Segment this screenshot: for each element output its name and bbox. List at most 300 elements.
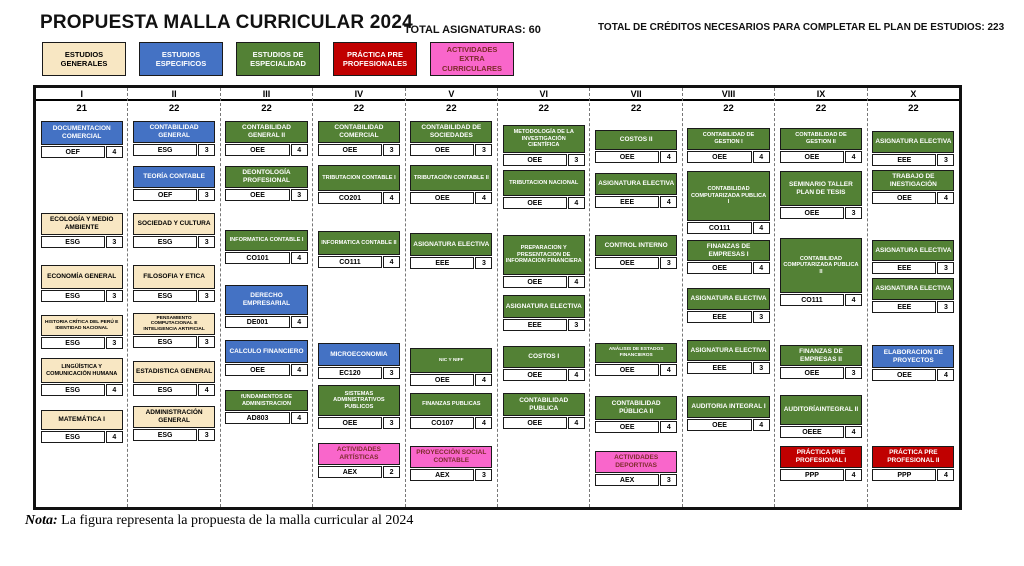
course-credits: 3 — [106, 236, 123, 248]
course-card — [687, 396, 769, 431]
course-code-bar — [687, 151, 769, 163]
course-title: ADMINISTRACIÓN GENERAL — [133, 406, 215, 428]
course-code-bar — [780, 207, 862, 219]
course-card — [687, 128, 769, 163]
course-title: ASIGNATURA ELECTIVA — [872, 278, 954, 300]
course-title: TRIBUTACIÓN CONTABLE II — [410, 165, 492, 191]
course-credits: 3 — [845, 207, 862, 219]
course-credits: 3 — [937, 154, 954, 166]
course-title: ASIGNATURA ELECTIVA — [595, 173, 677, 195]
course-code-bar — [780, 469, 862, 481]
course-credits: 4 — [106, 384, 123, 396]
course-title: SOCIEDAD Y CULTURA — [133, 213, 215, 235]
course-code: ESG — [133, 144, 197, 156]
course-code: ESG — [133, 236, 197, 248]
semester-numeral: II — [128, 88, 219, 101]
course-title: NIC Y NIFF — [410, 348, 492, 373]
course-code-bar — [41, 236, 123, 248]
course-code-bar — [687, 362, 769, 374]
course-code-bar — [872, 154, 954, 166]
course-credits: 4 — [291, 364, 308, 376]
course-card — [41, 358, 123, 396]
course-credits: 4 — [383, 256, 400, 268]
semester-credit-total: 22 — [353, 103, 365, 114]
curriculum-table — [33, 85, 962, 510]
semester-credit-total: 22 — [815, 103, 827, 114]
course-code-bar — [318, 417, 400, 429]
course-credits: 3 — [753, 311, 770, 323]
course-title: MICROECONOMIA — [318, 343, 400, 366]
course-code: OEE — [318, 144, 382, 156]
legend — [42, 42, 514, 76]
course-code-bar — [410, 374, 492, 386]
course-code-bar — [133, 144, 215, 156]
course-code: OEE — [503, 197, 567, 209]
course-title: CONTABILIDAD COMPUTARIZADA PUBLICA I — [687, 171, 769, 221]
course-code-bar — [595, 257, 677, 269]
course-card — [780, 446, 862, 481]
course-card — [41, 265, 123, 302]
course-code: OEE — [780, 207, 844, 219]
course-credits: 3 — [937, 301, 954, 313]
course-card — [872, 131, 954, 166]
course-title: CALCULO FINANCIERO — [225, 340, 307, 363]
course-card — [780, 238, 862, 306]
course-title: CONTROL INTERNO — [595, 235, 677, 256]
course-code: EEE — [410, 257, 474, 269]
semester-column-X — [868, 88, 959, 507]
course-code-bar — [318, 367, 400, 379]
course-card — [318, 165, 400, 204]
course-code-bar — [595, 196, 677, 208]
course-credits: 4 — [106, 146, 123, 158]
course-code-bar — [133, 429, 215, 441]
course-code-bar — [318, 256, 400, 268]
course-code-bar — [318, 192, 400, 204]
course-code: ESG — [41, 384, 105, 396]
semester-column-VI — [498, 88, 590, 507]
course-title: AUDITORÍAINTEGRAL II — [780, 395, 862, 425]
course-title: PENSAMIENTO COMPUTACIONAL E INTELIGENCIA ARTIFICIAL — [133, 313, 215, 335]
semester-credit-total: 22 — [446, 103, 457, 114]
course-title: ASIGNATURA ELECTIVA — [503, 295, 585, 318]
course-code: CO201 — [318, 192, 382, 204]
course-credits: 3 — [198, 336, 215, 348]
course-card — [687, 340, 769, 374]
course-title: DERECHO EMPRESARIAL — [225, 285, 307, 315]
legend-item-practica: PRÁCTICA PRE PROFESIONALES — [333, 42, 417, 76]
course-title: ASIGNATURA ELECTIVA — [687, 288, 769, 310]
course-title: TEORÍA CONTABLE — [133, 166, 215, 188]
total-credits-label: TOTAL DE CRÉDITOS NECESARIOS PARA COMPLETAR EL PLAN DE ESTUDIOS: 223 — [598, 22, 1005, 33]
course-title: COSTOS I — [503, 346, 585, 368]
course-code: ESG — [41, 290, 105, 302]
course-code: OEE — [410, 374, 474, 386]
course-card — [503, 125, 585, 166]
course-code-bar — [41, 337, 123, 349]
course-title: ECOLOGÍA Y MEDIO AMBIENTE — [41, 213, 123, 235]
course-code-bar — [225, 412, 307, 424]
course-code: PPP — [872, 469, 936, 481]
course-credits: 4 — [660, 364, 677, 376]
course-credits: 2 — [383, 466, 400, 478]
course-code: EEE — [872, 301, 936, 313]
course-credits: 4 — [937, 469, 954, 481]
course-title: CONTABILIDAD GENERAL II — [225, 121, 307, 143]
semester-column-II — [128, 88, 220, 507]
course-credits: 3 — [383, 417, 400, 429]
course-card — [318, 443, 400, 478]
course-title: ACTIVIDADES DEPORTIVAS — [595, 451, 677, 473]
semester-column-III — [221, 88, 313, 507]
course-credits: 4 — [660, 151, 677, 163]
course-code-bar — [41, 146, 123, 158]
course-card — [410, 165, 492, 204]
note-label: Nota: — [25, 513, 58, 528]
course-card — [872, 278, 954, 313]
course-card — [41, 121, 123, 158]
course-code: AEX — [595, 474, 659, 486]
course-credits: 4 — [291, 316, 308, 328]
legend-item-especialidad: ESTUDIOS DE ESPECIALIDAD — [236, 42, 320, 76]
legend-item-especifico: ESTUDIOS ESPECIFICOS — [139, 42, 223, 76]
course-title: CONTABILIDAD PÚBLICA II — [595, 396, 677, 420]
semester-numeral: IV — [313, 88, 404, 101]
course-title: CONTABILIDAD PUBLICA — [503, 393, 585, 416]
semester-column-IX — [775, 88, 867, 507]
course-card — [41, 315, 123, 349]
course-code: OEE — [503, 417, 567, 429]
course-card — [595, 451, 677, 486]
course-credits: 3 — [475, 144, 492, 156]
course-credits: 4 — [568, 417, 585, 429]
course-card — [872, 345, 954, 381]
course-code: OEE — [225, 364, 289, 376]
course-credits: 4 — [198, 384, 215, 396]
course-title: SEMINARIO TALLER PLAN DE TESIS — [780, 171, 862, 206]
course-title: CONTABILIDAD DE GESTION I — [687, 128, 769, 150]
course-title: ASIGNATURA ELECTIVA — [687, 340, 769, 361]
course-title: SISTEMAS ADMINISTRATIVOS PUBLICOS — [318, 385, 400, 416]
course-code-bar — [225, 144, 307, 156]
course-code-bar — [687, 262, 769, 274]
course-code-bar — [318, 144, 400, 156]
semester-credit-total: 22 — [261, 103, 272, 114]
course-title: PRÁCTICA PRE PROFESIONAL I — [780, 446, 862, 468]
course-card — [133, 166, 215, 201]
semester-column-IV — [313, 88, 405, 507]
course-code-bar — [503, 369, 585, 381]
course-code: OEE — [872, 369, 936, 381]
legend-item-extra: ACTIVIDADES EXTRA CURRICULARES — [430, 42, 514, 76]
course-card — [133, 313, 215, 348]
course-credits: 3 — [198, 236, 215, 248]
course-title: FINANZAS DE EMPRESAS I — [687, 240, 769, 261]
course-code-bar — [503, 197, 585, 209]
total-courses-label: TOTAL ASIGNATURAS: 60 — [404, 24, 541, 36]
course-code-bar — [133, 336, 215, 348]
course-card — [318, 343, 400, 379]
semester-credit-total: 22 — [168, 103, 180, 114]
course-code-bar — [595, 151, 677, 163]
semester-column-VIII — [683, 88, 775, 507]
course-card — [410, 393, 492, 429]
course-credits: 4 — [660, 196, 677, 208]
course-card — [595, 396, 677, 433]
course-title: ANÁLISIS DE ESTADOS FINANCIEROS — [595, 343, 677, 363]
course-credits: 3 — [753, 362, 770, 374]
course-card — [595, 343, 677, 376]
course-title: CONTABILIDAD DE GESTION II — [780, 128, 862, 150]
course-card — [503, 346, 585, 381]
course-title: CONTABILIDAD COMPUTARIZADA PUBLICA II — [780, 238, 862, 293]
course-card — [133, 213, 215, 248]
course-code-bar — [780, 151, 862, 163]
course-title: AUDITORIA INTEGRAL I — [687, 396, 769, 418]
course-code: ESG — [133, 384, 197, 396]
course-card — [780, 395, 862, 438]
course-title: LINGÜÍSTICA Y COMUNICACIÓN HUMANA — [41, 358, 123, 383]
course-code-bar — [225, 189, 307, 201]
course-card — [595, 235, 677, 269]
course-code-bar — [780, 367, 862, 379]
course-code-bar — [595, 421, 677, 433]
course-code: EEE — [872, 154, 936, 166]
course-code: OEE — [595, 421, 659, 433]
course-credits: 4 — [753, 419, 770, 431]
course-code: EEE — [687, 362, 751, 374]
course-code: ESG — [41, 236, 105, 248]
course-code: ESG — [41, 431, 105, 443]
course-title: INFORMATICA CONTABLE I — [225, 230, 307, 251]
course-code-bar — [410, 417, 492, 429]
course-code: ESG — [41, 337, 105, 349]
course-code-bar — [41, 431, 123, 443]
course-title: METODOLOGÍA DE LA INVESTIGACIÓN CIENTÍFICA — [503, 125, 585, 153]
course-credits: 4 — [291, 144, 308, 156]
course-credits: 3 — [198, 429, 215, 441]
course-credits: 4 — [383, 192, 400, 204]
course-code: AEX — [318, 466, 382, 478]
course-card — [133, 121, 215, 156]
course-credits: 3 — [291, 189, 308, 201]
course-card — [780, 171, 862, 219]
course-card — [225, 166, 307, 201]
course-code-bar — [41, 384, 123, 396]
course-code-bar — [780, 294, 862, 306]
semester-credit-total: 22 — [538, 103, 550, 114]
course-title: DEONTOLOGÍA PROFESIONAL — [225, 166, 307, 188]
course-credits: 3 — [475, 469, 492, 481]
course-card — [318, 385, 400, 429]
semester-numeral: VII — [590, 88, 681, 101]
course-code-bar — [133, 384, 215, 396]
course-code-bar — [872, 301, 954, 313]
course-title: TRIBUTACION NACIONAL — [503, 170, 585, 196]
course-credits: 4 — [291, 252, 308, 264]
course-code: CO101 — [225, 252, 289, 264]
course-code: OEE — [503, 369, 567, 381]
course-credits: 3 — [383, 144, 400, 156]
course-title: TRIBUTACION CONTABLE I — [318, 165, 400, 191]
course-code: AEX — [410, 469, 474, 481]
course-title: fUNDAMENTOS DE ADMINISTRACION — [225, 390, 307, 411]
course-code: EEE — [595, 196, 659, 208]
semester-credit-total: 22 — [630, 103, 642, 114]
course-code: OEE — [595, 364, 659, 376]
course-code-bar — [595, 474, 677, 486]
course-title: ECONOMÍA GENERAL — [41, 265, 123, 289]
course-credits: 4 — [475, 417, 492, 429]
course-title: DOCUMENTACION COMERCIAL — [41, 121, 123, 145]
course-credits: 4 — [937, 369, 954, 381]
course-credits: 3 — [198, 189, 215, 201]
legend-item-general: ESTUDIOS GENERALES — [42, 42, 126, 76]
course-code-bar — [41, 290, 123, 302]
course-credits: 3 — [106, 290, 123, 302]
course-code-bar — [503, 319, 585, 331]
course-credits: 3 — [568, 319, 585, 331]
course-credits: 4 — [568, 276, 585, 288]
course-code-bar — [225, 316, 307, 328]
course-code-bar — [133, 189, 215, 201]
note — [25, 513, 413, 529]
course-card — [503, 295, 585, 331]
semester-numeral: VI — [498, 88, 589, 101]
course-title: CONTABILIDAD COMERCIAL — [318, 121, 400, 143]
course-card — [503, 170, 585, 209]
course-code: OEF — [41, 146, 105, 158]
course-code: OEF — [133, 189, 197, 201]
course-title: PREPARACION Y PRESENTACION DE INFORMACION FINANCIERA — [503, 235, 585, 275]
semester-column-VII — [590, 88, 682, 507]
semester-credit-total: 22 — [908, 103, 919, 114]
course-card — [133, 406, 215, 441]
course-credits: 3 — [660, 474, 677, 486]
course-credits: 3 — [198, 144, 215, 156]
course-code: OEEE — [780, 426, 844, 438]
course-code-bar — [225, 252, 307, 264]
course-code: CO111 — [780, 294, 844, 306]
course-card — [318, 231, 400, 268]
course-title: PROYECCIÓN SOCIAL CONTABLE — [410, 446, 492, 468]
course-code-bar — [687, 311, 769, 323]
course-code-bar — [133, 290, 215, 302]
course-code: EEE — [503, 319, 567, 331]
course-credits: 4 — [753, 262, 770, 274]
course-title: FINANZAS DE EMPRESAS II — [780, 345, 862, 366]
course-card — [872, 170, 954, 204]
course-credits: 3 — [106, 337, 123, 349]
course-card — [687, 240, 769, 274]
course-credits: 4 — [660, 421, 677, 433]
course-credits: 4 — [845, 426, 862, 438]
course-title: FILOSOFIA Y ETICA — [133, 265, 215, 289]
course-code-bar — [410, 192, 492, 204]
course-code: EEE — [872, 262, 936, 274]
course-card — [872, 240, 954, 274]
course-code-bar — [595, 364, 677, 376]
course-code-bar — [410, 257, 492, 269]
course-credits: 3 — [937, 262, 954, 274]
course-title: INFORMATICA CONTABLE II — [318, 231, 400, 255]
course-title: ELABORACION DE PROYECTOS — [872, 345, 954, 368]
semester-numeral: X — [868, 88, 959, 101]
course-code-bar — [872, 469, 954, 481]
course-card — [780, 128, 862, 163]
semester-numeral: I — [36, 88, 127, 101]
course-code: OEE — [687, 151, 751, 163]
course-code-bar — [872, 192, 954, 204]
course-card — [318, 121, 400, 156]
course-code: OEE — [503, 154, 567, 166]
course-card — [687, 288, 769, 323]
course-code: ESG — [133, 429, 197, 441]
course-title: HISTORIA CRÍTICA DEL PERÚ E IDENTIDAD NACIONAL — [41, 315, 123, 336]
course-code-bar — [503, 154, 585, 166]
course-code-bar — [872, 369, 954, 381]
course-card — [225, 285, 307, 328]
course-title: MATEMÁTICA I — [41, 410, 123, 430]
course-title: PRÁCTICA PRE PROFESIONAL II — [872, 446, 954, 468]
course-credits: 4 — [753, 151, 770, 163]
course-credits: 3 — [660, 257, 677, 269]
course-title: COSTOS II — [595, 130, 677, 150]
course-card — [225, 390, 307, 424]
course-title: ASIGNATURA ELECTIVA — [872, 131, 954, 153]
course-credits: 4 — [568, 197, 585, 209]
course-code-bar — [410, 144, 492, 156]
semester-numeral: V — [406, 88, 497, 101]
course-card — [503, 235, 585, 288]
course-card — [595, 173, 677, 208]
course-code: OEE — [225, 189, 289, 201]
course-card — [595, 130, 677, 163]
course-credits: 4 — [845, 469, 862, 481]
course-code: CO107 — [410, 417, 474, 429]
course-code: OEE — [780, 367, 844, 379]
course-title: ASIGNATURA ELECTIVA — [872, 240, 954, 261]
course-card — [225, 340, 307, 376]
course-code-bar — [687, 419, 769, 431]
course-title: CONTABILIDAD DE SOCIEDADES — [410, 121, 492, 143]
course-code-bar — [133, 236, 215, 248]
course-code-bar — [503, 417, 585, 429]
course-code: ESG — [133, 336, 197, 348]
page-title: PROPUESTA MALLA CURRICULAR 2024 — [40, 12, 413, 33]
course-card — [133, 361, 215, 396]
course-title: ESTADISTICA GENERAL — [133, 361, 215, 383]
course-code-bar — [503, 276, 585, 288]
course-code: EC120 — [318, 367, 382, 379]
course-card — [872, 446, 954, 481]
course-card — [225, 121, 307, 156]
course-code-bar — [872, 262, 954, 274]
course-code: OEE — [410, 192, 474, 204]
semester-column-I — [36, 88, 128, 507]
semester-credit-total: 21 — [76, 103, 87, 114]
note-text: La figura representa la propuesta de la malla curricular al 2024 — [57, 513, 414, 528]
course-code-bar — [410, 469, 492, 481]
semester-numeral: VIII — [683, 88, 774, 101]
course-code-bar — [225, 364, 307, 376]
course-card — [410, 233, 492, 269]
course-credits: 4 — [937, 192, 954, 204]
course-code: OEE — [872, 192, 936, 204]
course-card — [503, 393, 585, 429]
course-code: OEE — [687, 262, 751, 274]
course-code: OEE — [503, 276, 567, 288]
